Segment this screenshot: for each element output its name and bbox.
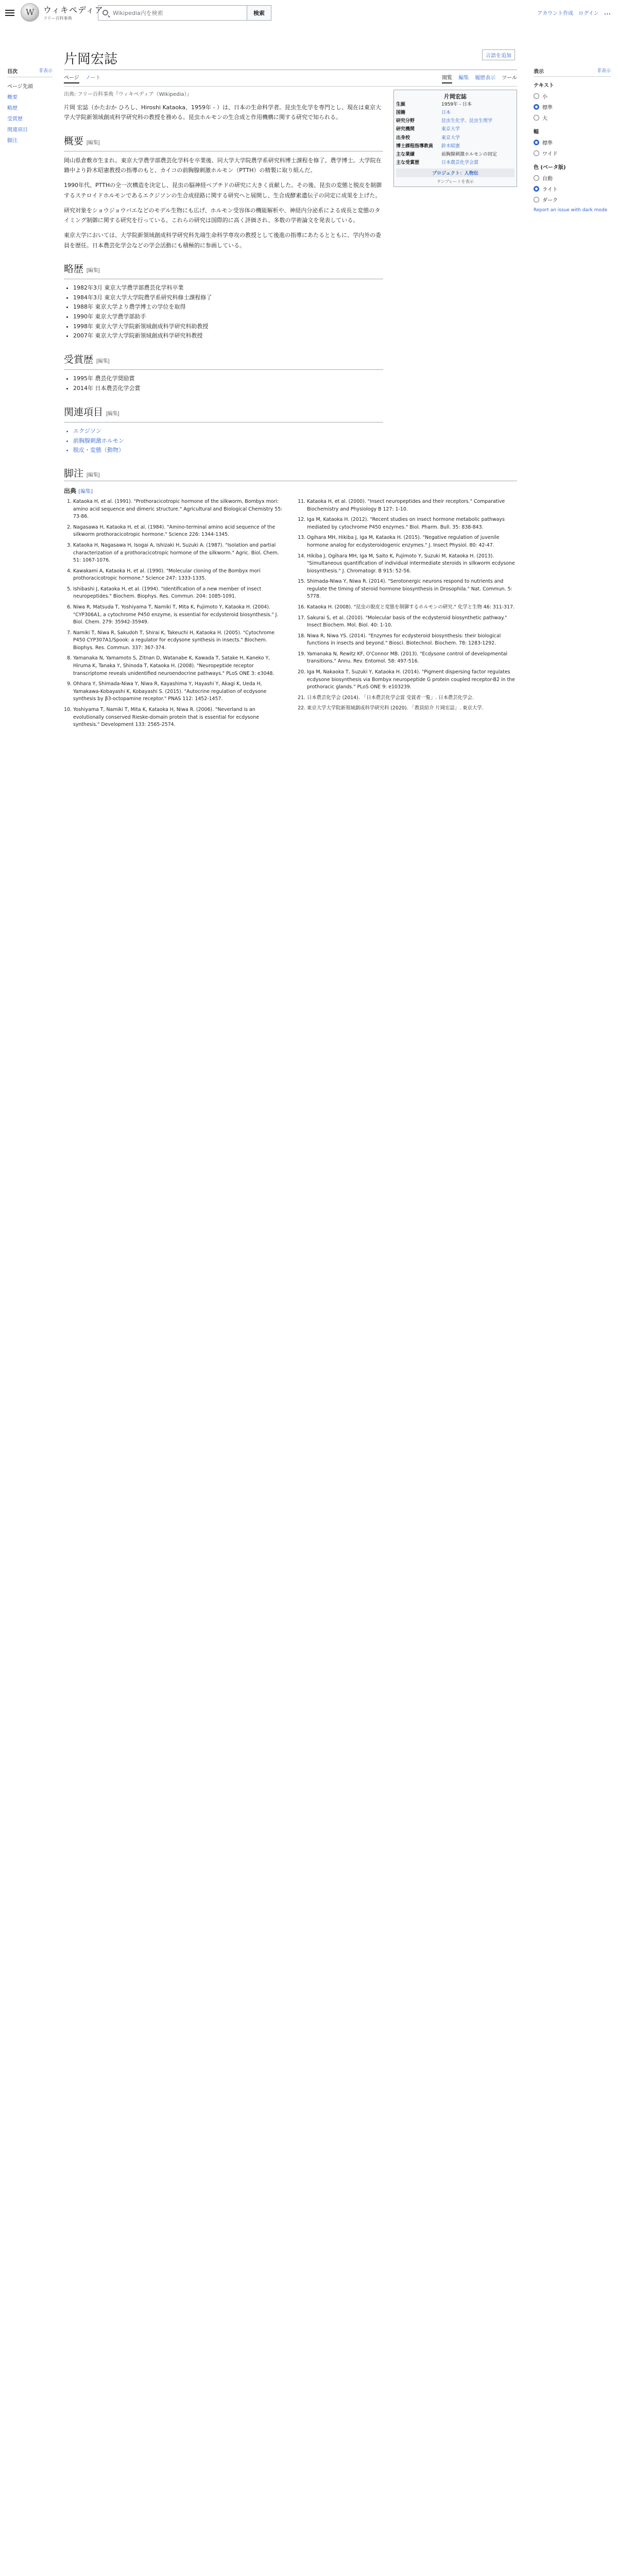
width-label: 幅: [534, 129, 539, 135]
overview-paragraph: 1990年代、PTTHの全一次構造を決定し、昆虫の脳神経ペプチドの研究に大きく貢献した。その後、昆虫の変態と脱皮を制御するステロイドホルモンであるエクジソンの生合成経路に関する研究へと展開し、生合成酵素遺伝子の同定に成果を上げた。: [64, 182, 382, 199]
reference-item: 3. Kataoka H, Nagasawa H, Isogai A, Ishizaki H, Suzuki A. (1987). "Isolation and partial characterization of a prothoracicotropic hormone of the silkworm." Agric. Biol. Chem. 51: 1067-1076.: [73, 542, 283, 565]
reference-item: 6. Niwa R, Matsuda T, Yoshiyama T, Namiki T, Mita K, Fujimoto Y, Kataoka H. (2004). "CYP306A1, a cytochrome P450 enzyme, is essential for ecdysteroid biosynthesis." J. Biol. Chem. 279: 35942-35949.: [73, 604, 283, 626]
tab-edit[interactable]: 編集: [458, 75, 469, 81]
list-item: • 1990年 東京大学農学部助手: [73, 312, 383, 322]
reference-item: 13. Ogihara MH, Hikiba J, Iga M, Kataoka H. (2015). "Negative regulation of juvenile hormone analog for ecdysteroidogenic enzymes." J. Insect Physiol. 80: 42-47.: [307, 534, 517, 549]
search-icon: [102, 10, 108, 15]
reference-item: 21. 日本農芸化学会 (2014). 「日本農芸化学会賞 受賞者一覧」. 日本農芸化学会.: [307, 694, 517, 702]
edit-link[interactable]: [編集]: [106, 411, 119, 417]
tab-history[interactable]: 履歴表示: [475, 75, 496, 81]
tab-tools[interactable]: ツール: [502, 75, 517, 81]
logo-name: ウィキペディア: [43, 5, 104, 15]
width-option-wide[interactable]: ワイド: [534, 148, 611, 159]
login-link[interactable]: ログイン: [578, 10, 599, 16]
reference-item: 10. Yoshiyama T, Namiki T, Mita K, Kataoka H, Niwa R. (2006). "Neverland is an evolutionally conserved Rieske-domain protein that is essential for ecdysone synthesis." Development 133: 2565-2574.: [73, 706, 283, 729]
text-size-option-standard[interactable]: 標準: [534, 101, 611, 112]
reference-item: 2. Nagasawa H, Kataoka H, et al. (1984). "Amino-terminal amino acid sequence of the silkworm prothoracicotropic hormone." Science 226: 1344-1345.: [73, 524, 283, 539]
reference-item: 20. Iga M, Nakaoka T, Suzuki Y, Kataoka H. (2014). "Pigment dispersing factor regulates ecdysone biosynthesis via Bombyx neuropeptide G protein coupled receptor-B2 in the prothoracic glands." PLoS ONE 9: e103239.: [307, 669, 517, 691]
edit-link[interactable]: [編集]: [96, 359, 110, 365]
related-list: [64, 427, 383, 455]
list-item: • 1998年 東京大学大学院新領域創成科学研究科助教授: [73, 322, 383, 332]
color-option-light[interactable]: ライト: [534, 183, 611, 194]
tab-talk[interactable]: ノート: [85, 75, 101, 81]
reference-item: 9. Ohhara Y, Shimada-Niwa Y, Niwa R, Kayashima Y, Hayashi Y, Akagi K, Ueda H, Yamakawa-Kobayashi K, Kobayashi S. (2015). "Autocrine regulation of ecdysone synthesis by β3-octopamine receptor." PNAS 112: 1452-1457.: [73, 681, 283, 703]
appearance-title: 表示: [534, 69, 544, 75]
page-title: 片岡宏誌: [64, 29, 517, 70]
color-option-auto[interactable]: 自動: [534, 173, 611, 183]
section-heading-overview: 概要 [編集]: [64, 133, 383, 151]
infobox-row: 出身校 東京大学: [396, 135, 460, 141]
reference-item: 15. Shimada-Niwa Y, Niwa R. (2014). "Serotonergic neurons respond to nutrients and regulate the timing of steroid hormone biosynthesis in Drosophila." Nat. Commun. 5: 5778.: [307, 578, 517, 601]
appearance-hide-button[interactable]: 非表示: [596, 69, 611, 74]
reference-item: 4. Kawakami A, Kataoka H, et al. (1990). "Molecular cloning of the Bombyx mori prothoracicotropic hormone." Science 247: 1333-1335.: [73, 568, 283, 583]
overview-paragraph: 研究対象をショウジョウバエなどのモデル生物にも広げ、ホルモン受容体の機能解析や、神経内分泌系による成長と変態のタイミング制御に関する研究を行っている。これらの研究は国際的に高く評価され、多数の学術論文を発表している。: [64, 207, 381, 224]
section-heading-awards: 受賞歴 [編集]: [64, 351, 383, 370]
reference-item: 11. Kataoka H, et al. (2000). "Insect neuropeptides and their receptors." Comparative Biochemistry and Physiology B 127: 1-10.: [307, 498, 517, 513]
color-label: 色 (ベータ版): [534, 165, 566, 171]
list-item: • 1988年 東京大学より農学博士の学位を取得: [73, 302, 383, 312]
toc-title: 目次: [7, 67, 53, 77]
reference-item: 17. Sakurai S, et al. (2010). "Molecular basis of the ecdysteroid biosynthetic pathway." Insect Biochem. Mol. Biol. 40: 1-10.: [307, 615, 517, 630]
reference-item: 1. Kataoka H, et al. (1991). "Prothoracicotropic hormone of the silkworm, Bombyx mori: amino acid sequence and dimeric structure." Agricultural and Biological Chemistry 55: 73-86.: [73, 498, 283, 521]
color-option-dark[interactable]: ダーク: [534, 194, 611, 205]
text-size-option-small[interactable]: 小: [534, 91, 611, 101]
infobox-row: 生誕 1959年 - 日本: [396, 102, 472, 107]
reference-item: 22. 東京大学大学院新領域創成科学研究科 (2020). 「教員紹介 片岡宏誌」. 東京大学.: [307, 705, 517, 713]
text-size-label: テキスト: [534, 83, 554, 89]
report-dark-mode-link[interactable]: Report an issue with dark mode: [534, 208, 608, 213]
create-account-link[interactable]: アカウント作成: [537, 10, 574, 16]
article-body: [64, 103, 383, 455]
tab-read[interactable]: 閲覧: [442, 73, 452, 83]
wikipedia-globe-icon: [21, 3, 39, 22]
infobox-row: 国籍 日本: [396, 110, 451, 116]
page-tabs: [64, 73, 517, 87]
reference-item: 5. Ishibashi J, Kataoka H, et al. (1994). "Identification of a new member of insect neuropeptides." Biochem. Biophys. Res. Commun. 204: 1085-1091.: [73, 586, 283, 601]
related-link[interactable]: • 脱皮・変態（動物）: [73, 446, 383, 455]
list-item: • 1984年3月 東京大学大学院農学系研究科修士課程修了: [73, 293, 383, 303]
infobox-row: 研究分野 昆虫生化学、昆虫生理学: [396, 118, 493, 124]
list-item: • 2014年 日本農芸化学会賞: [73, 384, 383, 394]
infobox-project-link[interactable]: プロジェクト：人物伝: [396, 168, 514, 177]
toc-item[interactable]: 略歴: [7, 106, 18, 111]
reference-item: 12. Iga M, Kataoka H. (2012). "Recent studies on insect hormone metabolic pathways mediated by cytochrome P450 enzymes." Biol. Pharm. Bull. 35: 838-843.: [307, 516, 517, 531]
search-button[interactable]: 検索: [247, 5, 271, 21]
reference-list: [64, 498, 517, 729]
reference-item: 19. Yamanaka N, Rewitz KF, O'Connor MB. (2013). "Ecdysone control of developmental transitions." Annu. Rev. Entomol. 58: 497-516.: [307, 651, 517, 666]
infobox-template-note[interactable]: テンプレートを表示: [437, 179, 474, 184]
infobox-row: 主な受賞歴 日本農芸化学会賞: [396, 160, 479, 165]
infobox-row: 研究機関 東京大学: [396, 127, 460, 132]
search-placeholder: Wikipedia内を検索: [113, 10, 163, 16]
toc-item[interactable]: 脚注: [7, 138, 18, 144]
section-heading-history: 略歴 [編集]: [64, 261, 383, 279]
subsection-heading-sources: 出典 [編集]: [64, 487, 93, 495]
section-heading-related: 関連項目 [編集]: [64, 404, 383, 422]
tab-page[interactable]: ページ: [64, 73, 79, 83]
infobox-title: 片岡宏誌: [444, 93, 467, 100]
awards-list: [64, 374, 383, 393]
list-item: • 1982年3月 東京大学農学部農芸化学科卒業: [73, 283, 383, 293]
edit-link[interactable]: [編集]: [78, 489, 93, 495]
reference-item: 7. Namiki T, Niwa R, Sakudoh T, Shirai K, Takeuchi H, Kataoka H. (2005). "Cytochrome P450 CYP307A1/Spook: a regulator for ecdysone synthesis in insects." Biochem. Biophys. Res. Commun. 337: 367-374.: [73, 630, 283, 652]
main-content: [64, 29, 517, 729]
toc-item[interactable]: 概要: [7, 95, 18, 100]
toc-item[interactable]: 関連項目: [7, 127, 28, 133]
list-item: • 1995年 農芸化学奨励賞: [73, 374, 383, 384]
related-link[interactable]: • エクジソン: [73, 427, 383, 436]
related-link[interactable]: • 前胸腺刺激ホルモン: [73, 436, 383, 446]
reference-item: 14. Hikiba J, Ogihara MH, Iga M, Saito K, Fujimoto Y, Suzuki M, Kataoka H. (2013). "Simultaneous quantification of individual intermediate steroids in silkworm ecdysone biosynthesis." J. Chromatogr. B 915: 52-56.: [307, 553, 517, 575]
search-input[interactable]: [98, 5, 247, 21]
user-links: [537, 8, 611, 16]
header: [0, 0, 618, 27]
toc-hide-button[interactable]: 非表示: [38, 69, 53, 74]
overview-paragraph: 岡山県倉敷市生まれ。東京大学農学部農芸化学科を卒業後、同大学大学院農学系研究科博士課程を修了。農学博士。大学院在籍中より鈴木昭憲教授の指導のもと、カイコの前胸腺刺激ホルモン（PTTH）の精製に取り組んだ。: [64, 157, 382, 174]
toc-item[interactable]: ページ先頭: [7, 84, 33, 90]
more-options-icon[interactable]: ...: [604, 8, 611, 16]
history-list: [64, 283, 383, 341]
table-of-contents: [7, 67, 53, 145]
infobox: [393, 90, 517, 187]
reference-item: 18. Niwa R, Niwa YS. (2014). "Enzymes for ecdysteroid biosynthesis: their biological functions in insects and beyond." Biosci. Biotechnol. Biochem. 78: 1283-1292.: [307, 633, 517, 648]
appearance-panel: [534, 67, 611, 214]
edit-link[interactable]: [編集]: [87, 140, 100, 146]
section-heading-notes: 脚注 [編集]: [64, 466, 517, 481]
text-size-option-large[interactable]: 大: [534, 112, 611, 123]
site-logo[interactable]: [21, 3, 104, 22]
reference-item: 8. Yamanaka N, Yamamoto S, Zitnan D, Watanabe K, Kawada T, Satake H, Kaneko Y, Hiruma K, Tanaka Y, Shinoda T, Kataoka H. (2008). "Neuropeptide receptor transcriptome reveals unidentified neuroendocrine pathways." PLoS ONE 3: e3048.: [73, 655, 283, 677]
width-option-standard[interactable]: 標準: [534, 137, 611, 148]
overview-paragraph: 東京大学においては、大学院新領域創成科学研究科先端生命科学専攻の教授として後進の指導にあたるとともに、学内外の委員を歴任。日本農芸化学会などの学会活動にも積極的に参画している。: [64, 232, 381, 249]
infobox-row: 博士課程指導教員 鈴木昭憲: [396, 143, 460, 149]
edit-link[interactable]: [編集]: [87, 472, 100, 479]
intro-paragraph: 片岡 宏誌（かたおか ひろし、Hiroshi Kataoka、1959年 - ）は、日本の生命科学者。昆虫生化学を専門とし、現在は東京大学大学院新領域創成科学研究科の教授を務める。昆虫ホルモンの生合成と作用機構に関する研究で知られる。: [64, 104, 382, 121]
edit-link[interactable]: [編集]: [87, 267, 100, 274]
main-menu-button[interactable]: [4, 7, 15, 19]
toc-item[interactable]: 受賞歴: [7, 116, 23, 122]
reference-item: 16. Kataoka H. (2008). "昆虫の脱皮と変態を制御するホルモンの研究." 化学と生物 46: 311-317.: [307, 604, 517, 612]
article-source: 出典: フリー百科事典『ウィキペディア（Wikipedia）』: [64, 92, 192, 97]
logo-tagline: フリー百科事典: [43, 16, 72, 21]
infobox-row: 主な業績 前胸腺刺激ホルモンの同定: [396, 151, 497, 157]
language-button[interactable]: 言語を追加: [482, 49, 515, 60]
search-form: [98, 5, 271, 21]
list-item: • 2007年 東京大学大学院新領域創成科学研究科教授: [73, 331, 383, 341]
